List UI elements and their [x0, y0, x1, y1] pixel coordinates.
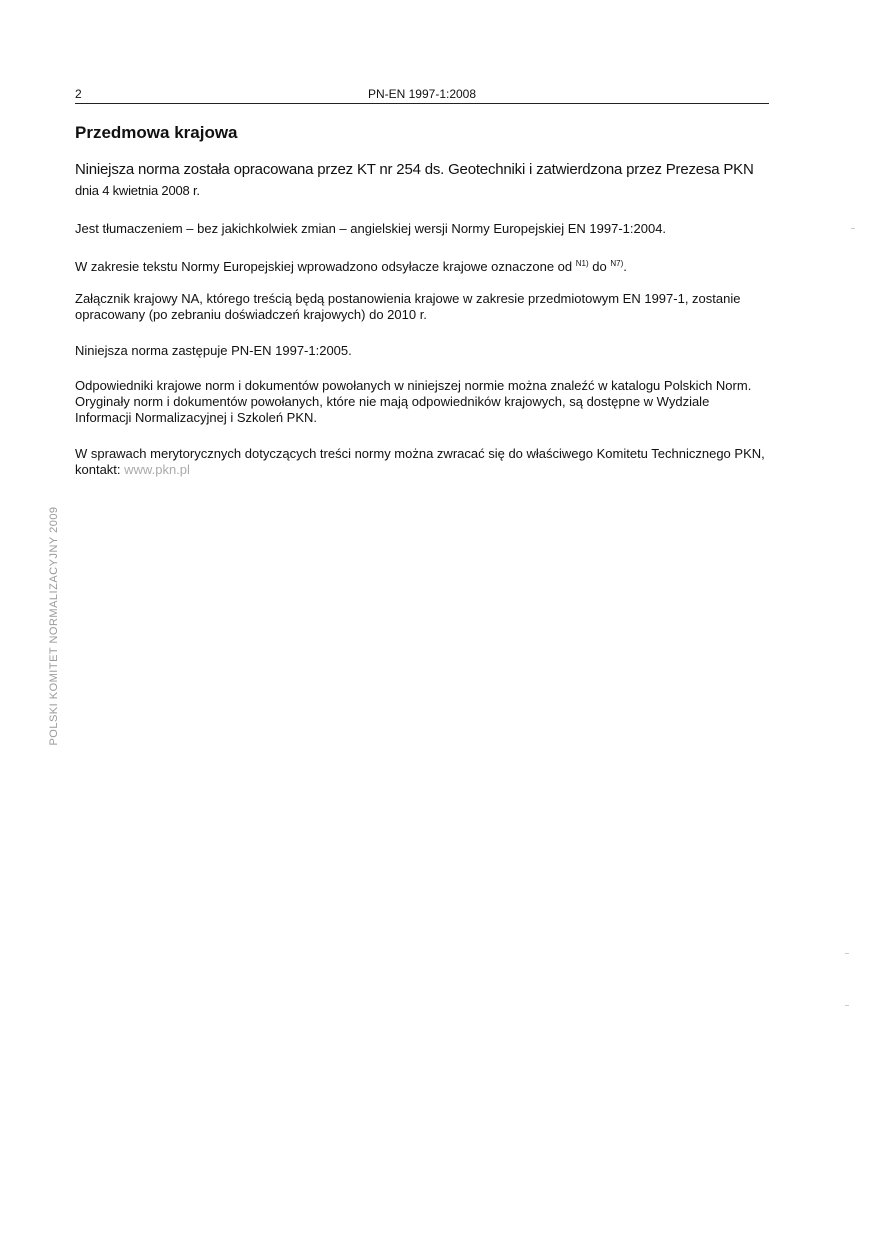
replaces-paragraph: Niniejsza norma zastępuje PN-EN 1997-1:2005. [75, 343, 352, 358]
references-connector: do [592, 259, 607, 274]
reference-start-marker: N1) [575, 259, 589, 268]
scan-speck [845, 953, 849, 954]
page-number: 2 [75, 87, 82, 101]
vertical-watermark: POLSKI KOMITET NORMALIZACYJNY 2009 [48, 506, 60, 746]
intro-line-2: dnia 4 kwietnia 2008 r. [75, 183, 200, 198]
translation-paragraph: Jest tłumaczeniem – bez jakichkolwiek zmian – angielskiej wersji Normy Europejskiej EN 1997-1:2004. [75, 221, 667, 236]
equivalents-paragraph: Odpowiedniki krajowe norm i dokumentów powołanych w niniejszej normie można znaleźć w katalogu Polskich Norm. Oryginały norm i dokumentów powołanych, które nie mają odpowiedników krajowych, są dostępne w Wydziale Informacji Normalizacyjnej i Szkoleń PKN. [75, 378, 752, 425]
references-text: W zakresie tekstu Normy Europejskiej wprowadzono odsyłacze krajowe oznaczone od [75, 259, 573, 274]
standard-id: PN-EN 1997-1:2008 [367, 87, 477, 101]
scan-speck [845, 1005, 849, 1006]
intro-paragraph [75, 159, 765, 201]
annex-paragraph: Załącznik krajowy NA, którego treścią będą postanowienia krajowe w zakresie przedmiotowym EN 1997-1, zostanie opracowany (po zebraniu doświadczeń krajowych) do 2010 r. [75, 291, 741, 322]
scan-speck [851, 228, 855, 229]
references-paragraph [75, 256, 765, 275]
references-period: . [623, 259, 627, 274]
reference-end-marker: N7) [610, 259, 624, 268]
contact-text: W sprawach merytorycznych dotyczących treści normy można zwracać się do właściwego Komitetu Technicznego PKN, kontakt: [75, 446, 765, 477]
section-title: Przedmowa krajowa [75, 123, 238, 142]
intro-line-1: Niniejsza norma została opracowana przez KT nr 254 ds. Geotechniki i zatwierdzona przez Prezesa PKN [75, 161, 754, 178]
contact-paragraph [75, 446, 765, 478]
pkn-website-link[interactable]: www.pkn.pl [124, 462, 190, 477]
page-header [75, 86, 769, 104]
